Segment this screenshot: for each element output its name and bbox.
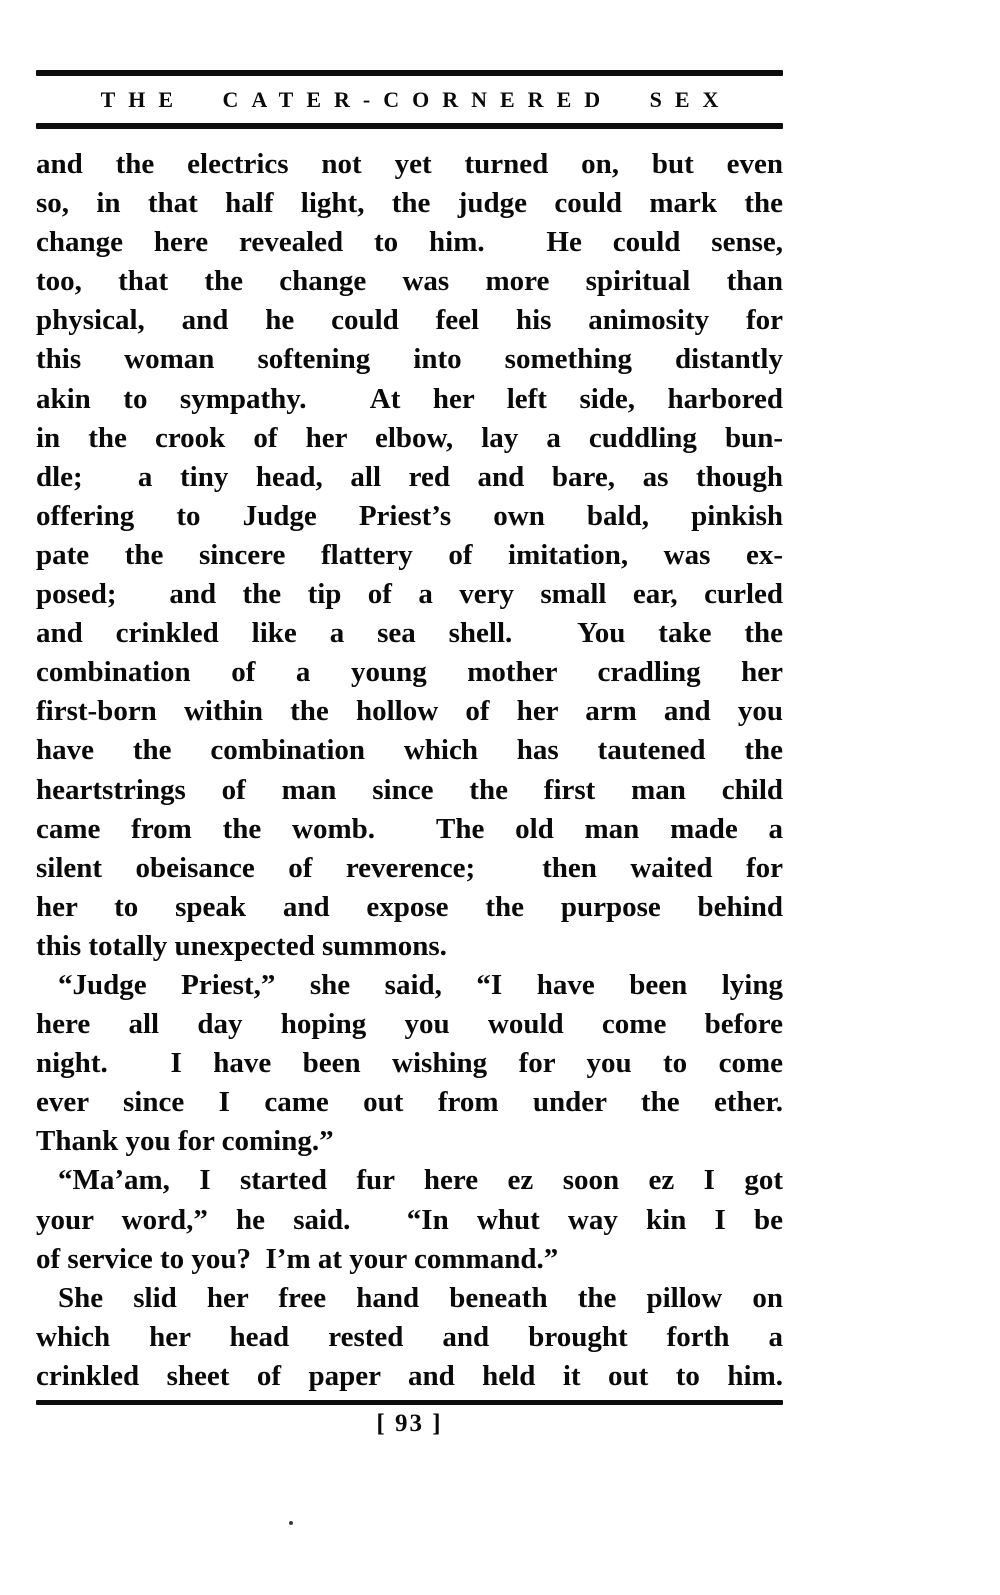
text-line: physical, and he could feel his animosity for bbox=[36, 304, 783, 337]
text-line: ever since I came out from under the ether. bbox=[36, 1086, 783, 1119]
text-line: your word,” he said. “In whut way kin I be bbox=[36, 1203, 783, 1236]
text-line: have the combination which has tautened the bbox=[36, 734, 783, 767]
text-line: combination of a young mother cradling her bbox=[36, 656, 783, 689]
text-line: “Judge Priest,” she said, “I have been lying bbox=[58, 968, 783, 1001]
text-block bbox=[36, 70, 783, 1438]
scan-speck bbox=[289, 1521, 293, 1525]
text-line: first-born within the hollow of her arm and you bbox=[36, 695, 783, 728]
text-line: too, that the change was more spiritual than bbox=[36, 265, 783, 298]
text-line: crinkled sheet of paper and held it out to him. bbox=[36, 1359, 783, 1392]
text-line: offering to Judge Priest’s own bald, pinkish bbox=[36, 499, 783, 532]
body-text bbox=[36, 145, 783, 1396]
text-line: her to speak and expose the purpose behind bbox=[36, 890, 783, 923]
text-line: dle; a tiny head, all red and bare, as though bbox=[36, 460, 783, 493]
text-line: “Ma’am, I started fur here ez soon ez I got bbox=[58, 1164, 783, 1197]
text-line: Thank you for coming.” bbox=[36, 1125, 334, 1158]
text-line: silent obeisance of reverence; then waited for bbox=[36, 851, 783, 884]
text-line: akin to sympathy. At her left side, harbored bbox=[36, 382, 783, 415]
text-line: She slid her free hand beneath the pillow on bbox=[58, 1281, 783, 1314]
text-line: heartstrings of man since the first man child bbox=[36, 773, 783, 806]
text-line: posed; and the tip of a very small ear, curled bbox=[36, 578, 783, 611]
text-line: this woman softening into something distantly bbox=[36, 343, 783, 376]
text-line: in the crook of her elbow, lay a cuddling bun- bbox=[36, 421, 783, 454]
text-line: this totally unexpected summons. bbox=[36, 929, 447, 962]
page-number: [ 93 ] bbox=[376, 1410, 443, 1437]
text-line: of service to you? I’m at your command.” bbox=[36, 1242, 559, 1275]
header-rule-bottom bbox=[36, 123, 783, 129]
text-line: so, in that half light, the judge could mark the bbox=[36, 187, 783, 220]
text-line: night. I have been wishing for you to come bbox=[36, 1047, 783, 1080]
text-line: and the electrics not yet turned on, but even bbox=[36, 148, 783, 180]
footer-rule bbox=[36, 1400, 783, 1405]
text-line: and crinkled like a sea shell. You take the bbox=[36, 617, 783, 650]
text-line: pate the sincere flattery of imitation, was ex- bbox=[36, 538, 783, 571]
running-header: THE CATER-CORNERED SEX bbox=[100, 86, 732, 112]
text-line: here all day hoping you would come before bbox=[36, 1008, 783, 1041]
text-line: came from the womb. The old man made a bbox=[36, 812, 783, 845]
text-line: which her head rested and brought forth a bbox=[36, 1320, 783, 1353]
text-line: change here revealed to him. He could sense, bbox=[36, 226, 783, 259]
